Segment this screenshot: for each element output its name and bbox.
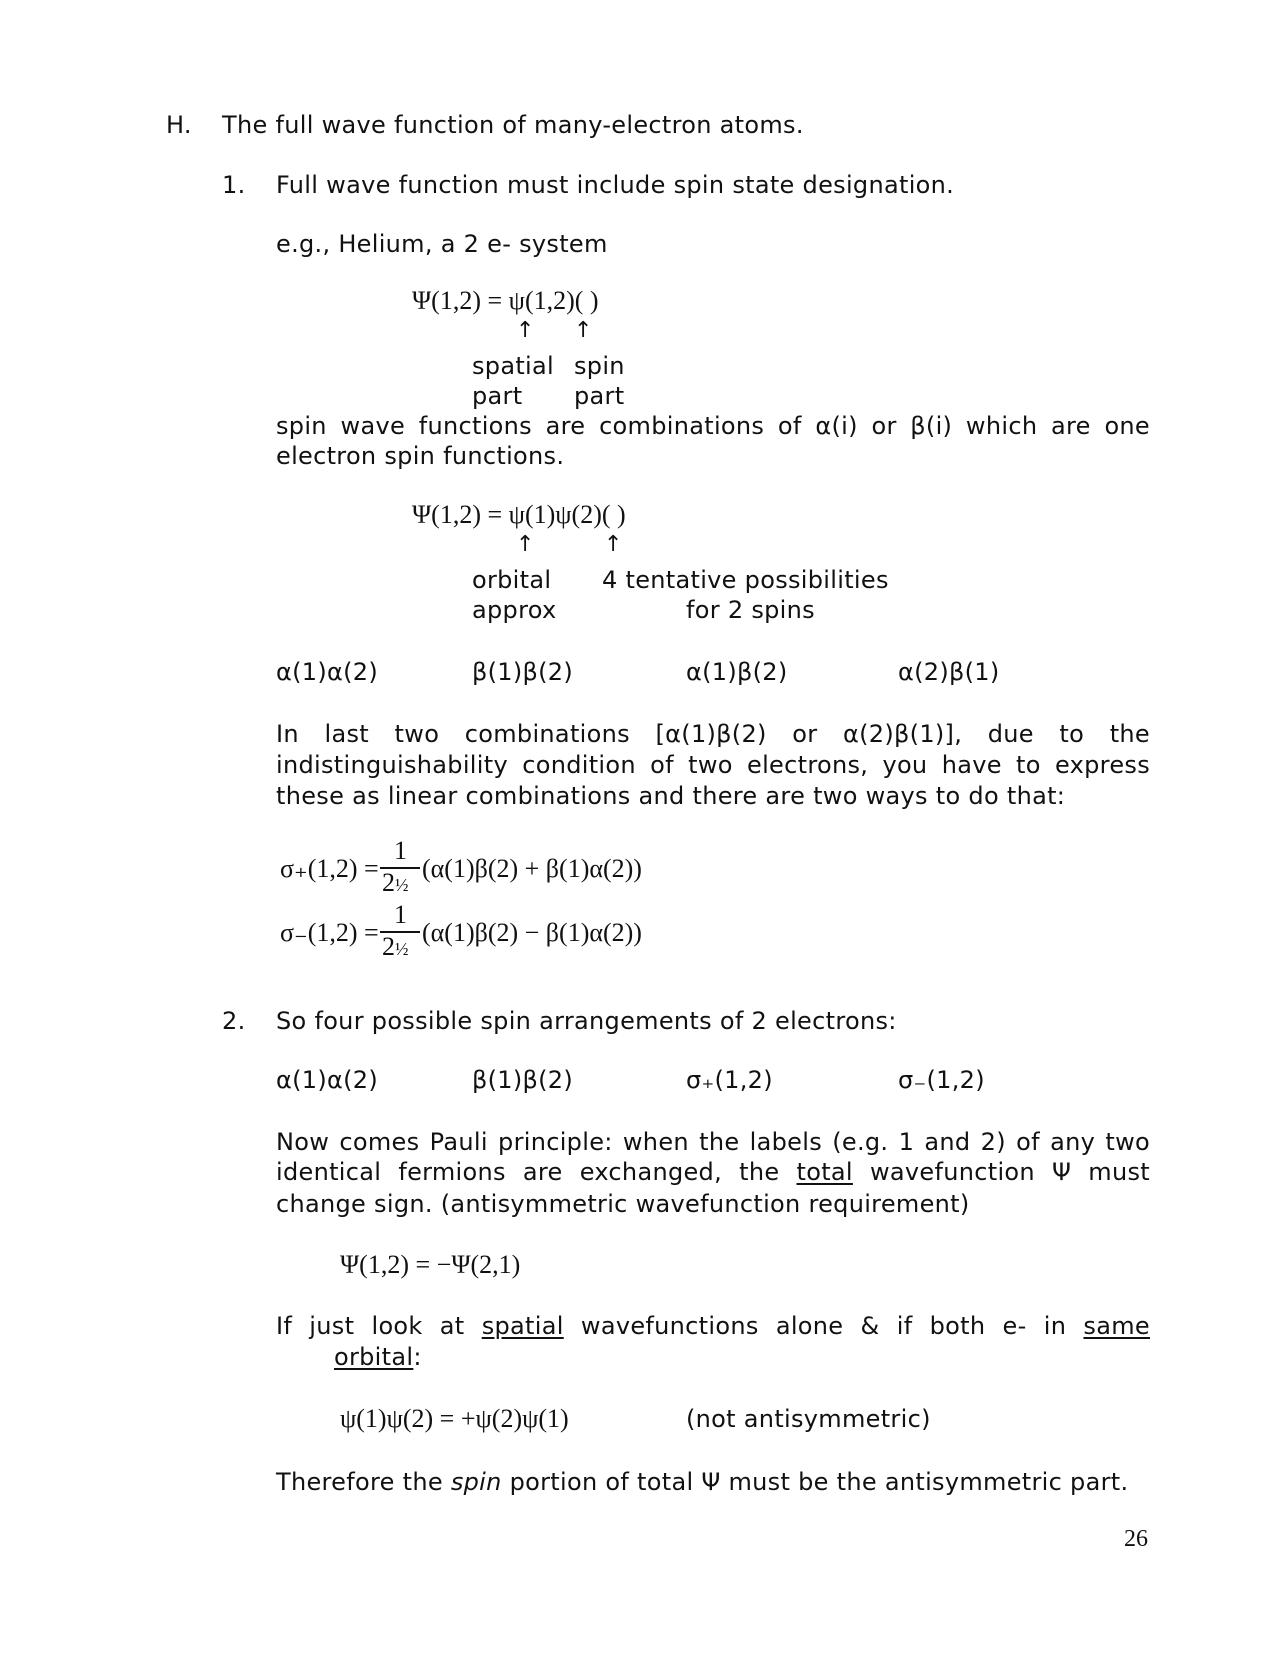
paragraph-line: If just look at spatial wavefunctions alone & if both e- in same <box>276 1312 1150 1340</box>
label-for-2-spins: for 2 spins <box>686 596 815 624</box>
up-arrow-icon: ↑ <box>574 318 593 343</box>
not-antisymmetric-note: (not antisymmetric) <box>686 1405 931 1433</box>
spin-combination: β(1)β(2) <box>472 658 574 686</box>
spin-combination: α(2)β(1) <box>898 658 1000 686</box>
spin-combination: α(1)α(2) <box>276 658 379 686</box>
paragraph-line: In last two combinations [α(1)β(2) or α(2)β(1)], due to the <box>276 720 1150 748</box>
spin-arrangement: β(1)β(2) <box>472 1066 574 1094</box>
underlined-word: spatial <box>481 1312 564 1340</box>
spin-arrangement: σ₋(1,2) <box>898 1066 985 1094</box>
underlined-word: orbital <box>334 1343 414 1371</box>
item2-heading: So four possible spin arrangements of 2 electrons: <box>276 1007 897 1035</box>
item1-marker: 1. <box>222 171 246 199</box>
item2-marker: 2. <box>222 1007 246 1035</box>
spin-arrangement: σ₊(1,2) <box>686 1066 773 1094</box>
paragraph-line: change sign. (antisymmetric wavefunction requirement) <box>276 1190 970 1218</box>
conclusion-line: Therefore the spin portion of total Ψ must be the antisymmetric part. <box>276 1468 1129 1496</box>
section-marker: H. <box>166 111 192 139</box>
italic-word: spin <box>450 1468 502 1496</box>
label-spin-part: part <box>574 382 625 410</box>
paragraph-line: indistinguishability condition of two electrons, you have to express <box>276 751 1150 779</box>
item1-heading: Full wave function must include spin state designation. <box>276 171 955 199</box>
sigma-plus-rhs: (α(1)β(2) + β(1)α(2)) <box>422 854 642 883</box>
underlined-word: total <box>796 1158 853 1186</box>
equation-symmetric-spatial: ψ(1)ψ(2) = +ψ(2)ψ(1) <box>340 1404 569 1433</box>
equation-full-wavefunction: Ψ(1,2) = ψ(1,2)( ) <box>412 286 599 315</box>
paragraph-line: Now comes Pauli principle: when the labels (e.g. 1 and 2) of any two <box>276 1128 1150 1156</box>
paragraph-line: orbital: <box>334 1343 422 1371</box>
spin-combination: α(1)β(2) <box>686 658 788 686</box>
up-arrow-icon: ↑ <box>516 318 535 343</box>
spin-arrangement: α(1)α(2) <box>276 1066 379 1094</box>
up-arrow-icon: ↑ <box>516 532 535 557</box>
sigma-plus-lhs: σ₊(1,2) = <box>280 854 379 883</box>
fraction-denominator: 2½ <box>382 932 409 961</box>
fraction-one-over-root-two <box>380 900 420 960</box>
page-number: 26 <box>1124 1526 1148 1552</box>
label-spatial-part: part <box>472 382 523 410</box>
equation-orbital-approx: Ψ(1,2) = ψ(1)ψ(2)( ) <box>412 500 626 529</box>
fraction-denominator: 2½ <box>382 868 409 897</box>
fraction-numerator: 1 <box>394 836 407 865</box>
up-arrow-icon: ↑ <box>604 532 623 557</box>
label-spatial: spatial <box>472 352 554 380</box>
label-orbital: orbital <box>472 566 552 594</box>
paragraph-line: identical fermions are exchanged, the total wavefunction Ψ must <box>276 1158 1150 1186</box>
label-spin: spin <box>574 352 625 380</box>
label-tentative: 4 tentative possibilities <box>602 566 889 594</box>
paragraph-line: spin wave functions are combinations of α(i) or β(i) which are one <box>276 412 1150 440</box>
sigma-minus-rhs: (α(1)β(2) − β(1)α(2)) <box>422 918 642 947</box>
fraction-numerator: 1 <box>394 900 407 929</box>
section-title: The full wave function of many-electron atoms. <box>222 111 804 139</box>
underlined-word: same <box>1083 1312 1150 1340</box>
example-line: e.g., Helium, a 2 e- system <box>276 230 608 258</box>
fraction-one-over-root-two <box>380 836 420 896</box>
paragraph-line: these as linear combinations and there are two ways to do that: <box>276 782 1066 810</box>
sigma-minus-lhs: σ₋(1,2) = <box>280 918 379 947</box>
label-approx: approx <box>472 596 557 624</box>
paragraph-line: electron spin functions. <box>276 442 565 470</box>
equation-antisymmetry: Ψ(1,2) = −Ψ(2,1) <box>340 1250 521 1279</box>
